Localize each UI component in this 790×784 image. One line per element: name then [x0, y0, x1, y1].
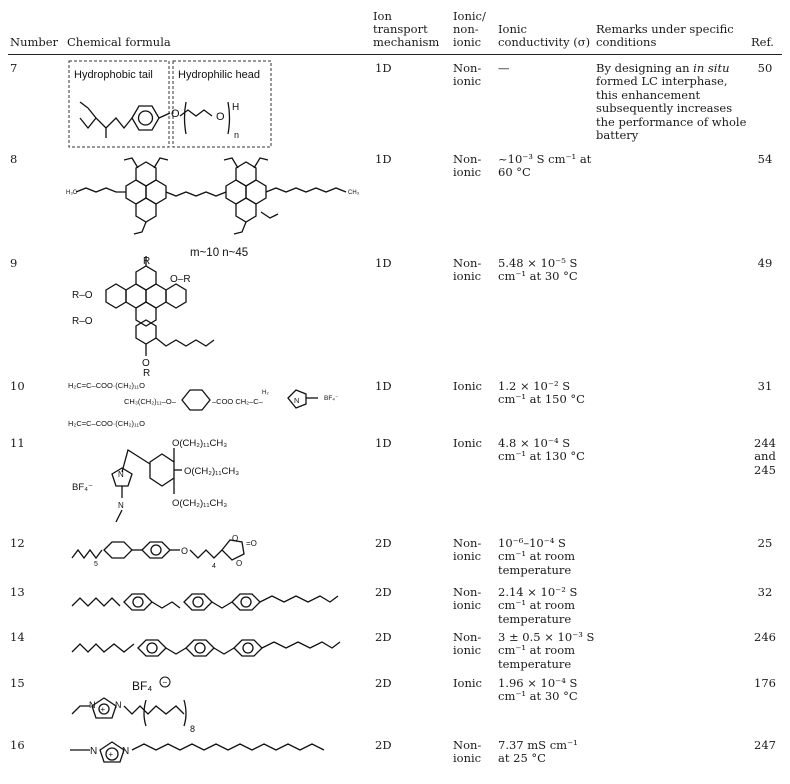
row-ionic: Non- ionic: [453, 152, 482, 180]
svg-text:O–R: O–R: [170, 274, 191, 285]
structure-row-11: [66, 434, 286, 532]
row-conductivity: 3 ± 0.5 × 10⁻³ S cm⁻¹ at room temperature: [498, 630, 595, 671]
svg-text:4: 4: [212, 563, 216, 570]
svg-text:N: N: [122, 746, 130, 757]
row-ionic: Non- ionic: [453, 61, 482, 89]
row-ionic: Non- ionic: [453, 256, 482, 284]
svg-text:R: R: [143, 256, 151, 267]
svg-text:n: n: [234, 130, 240, 140]
svg-text:−: −: [162, 678, 168, 687]
mn-label: m~10 n~45: [190, 247, 249, 259]
row-mechanism: 1D: [375, 152, 392, 166]
row-ref: 31: [757, 379, 773, 393]
svg-text:O: O: [232, 534, 239, 543]
svg-text:O: O: [216, 111, 225, 123]
header-rule: [8, 54, 782, 55]
row-mechanism: 2D: [375, 630, 392, 644]
header-formula: Chemical formula: [67, 35, 171, 49]
row-remarks: By designing an in situ formed LC interphase, this enhancement subsequently increases the performance of whole battery: [596, 61, 747, 143]
row-ref: 244 and 245: [754, 436, 776, 477]
row-mechanism: 1D: [375, 256, 392, 270]
row-conductivity: —: [498, 61, 510, 75]
structure-row-9: [66, 254, 246, 378]
header-ref: Ref.: [751, 35, 774, 49]
header-ionic: Ionic/ non- ionic: [453, 9, 486, 49]
row-conductivity: 5.48 × 10⁻⁵ S cm⁻¹ at 30 °C: [498, 256, 578, 284]
row-mechanism: 1D: [375, 61, 392, 75]
row-conductivity: 4.8 × 10⁻⁴ S cm⁻¹ at 130 °C: [498, 436, 585, 464]
row-mechanism: 1D: [375, 379, 392, 393]
svg-text:O(CH₂)₁₁CH₃: O(CH₂)₁₁CH₃: [184, 466, 240, 477]
svg-text:N: N: [118, 501, 124, 510]
row-number: 8: [10, 152, 18, 166]
row-ref: 54: [757, 152, 773, 166]
row-number: 16: [10, 738, 25, 752]
row-ionic: Ionic: [453, 379, 482, 393]
svg-text:N: N: [89, 700, 96, 710]
row-number: 13: [10, 585, 25, 599]
row-ref: 25: [757, 536, 773, 550]
svg-text:–COO CH₂–C–: –COO CH₂–C–: [212, 397, 263, 406]
row-ref: 247: [754, 738, 776, 752]
svg-text:R–O: R–O: [72, 290, 93, 301]
svg-text:R–O: R–O: [72, 316, 93, 327]
row-conductivity: ~10⁻³ S cm⁻¹ at 60 °C: [498, 152, 592, 180]
svg-text:+: +: [108, 750, 114, 759]
row-ionic: Non- ionic: [453, 630, 482, 658]
row-ionic: Non- ionic: [453, 585, 482, 613]
svg-text:BF₄⁻: BF₄⁻: [324, 395, 339, 402]
row-mechanism: 2D: [375, 676, 392, 690]
svg-text:H₂C=C–COO·(CH₂)₁₁O: H₂C=C–COO·(CH₂)₁₁O: [68, 419, 145, 428]
row-ionic: Ionic: [453, 436, 482, 450]
header-number: Number: [10, 35, 59, 49]
row-ionic: Non- ionic: [453, 536, 482, 564]
svg-text:=O: =O: [246, 539, 257, 548]
row-conductivity: 7.37 mS cm⁻¹ at 25 °C: [498, 738, 578, 766]
row-conductivity: 1.96 × 10⁻⁴ S cm⁻¹ at 30 °C: [498, 676, 578, 704]
svg-text:H₃C: H₃C: [66, 190, 78, 196]
svg-text:N: N: [90, 746, 98, 757]
svg-text:R: R: [143, 368, 151, 378]
svg-text:N: N: [118, 470, 124, 479]
structure-row-10: [66, 376, 366, 438]
svg-text:BF₄: BF₄: [132, 679, 153, 693]
row-mechanism: 2D: [375, 536, 392, 550]
row-ref: 32: [757, 585, 773, 599]
row-conductivity: 10⁻⁶–10⁻⁴ S cm⁻¹ at room temperature: [498, 536, 576, 577]
row-ref: 176: [754, 676, 776, 690]
row-number: 12: [10, 536, 25, 550]
svg-text:BF₄⁻: BF₄⁻: [72, 482, 94, 493]
header-remarks: Remarks under specific conditions: [596, 22, 734, 49]
svg-text:5: 5: [94, 561, 98, 568]
row-ref: 49: [757, 256, 773, 270]
structure-row-16: [66, 734, 336, 774]
svg-text:O: O: [236, 559, 243, 568]
row-number: 15: [10, 676, 25, 690]
row-conductivity: 1.2 × 10⁻² S cm⁻¹ at 150 °C: [498, 379, 585, 407]
row-number: 7: [10, 61, 18, 75]
svg-text:CH₃: CH₃: [348, 190, 360, 196]
structure-row-7: [66, 58, 276, 150]
row-conductivity: 2.14 × 10⁻² S cm⁻¹ at room temperature: [498, 585, 578, 626]
svg-text:O: O: [171, 108, 180, 120]
row-ionic: Ionic: [453, 676, 482, 690]
svg-text:O(CH₂)₁₁CH₃: O(CH₂)₁₁CH₃: [172, 498, 228, 509]
head-label: Hydrophilic head: [178, 69, 260, 81]
svg-text:8: 8: [190, 724, 196, 734]
svg-text:O: O: [142, 358, 150, 369]
row-ref: 246: [754, 630, 776, 644]
svg-text:O(CH₂)₁₁CH₃: O(CH₂)₁₁CH₃: [172, 438, 228, 449]
structure-row-14: [66, 630, 356, 670]
svg-text:H₂: H₂: [262, 390, 269, 396]
row-ionic: Non- ionic: [453, 738, 482, 766]
structure-row-12: [66, 532, 296, 572]
header-mechanism: Ion transport mechanism: [373, 9, 440, 49]
row-number: 10: [10, 379, 25, 393]
row-mechanism: 2D: [375, 738, 392, 752]
row-mechanism: 1D: [375, 436, 392, 450]
row-number: 9: [10, 256, 18, 270]
svg-text:CH₃(CH₂)₁₁–O–: CH₃(CH₂)₁₁–O–: [124, 397, 176, 406]
row-number: 14: [10, 630, 25, 644]
svg-text:+: +: [100, 705, 106, 714]
svg-text:H₂C=C–COO·(CH₂)₁₁O: H₂C=C–COO·(CH₂)₁₁O: [68, 381, 145, 390]
header-conductivity: Ionic conductivity (σ): [498, 22, 591, 49]
structure-row-15: [66, 676, 266, 736]
svg-text:H: H: [232, 102, 240, 113]
row-mechanism: 2D: [375, 585, 392, 599]
tail-label: Hydrophobic tail: [74, 69, 153, 81]
row-number: 11: [10, 436, 25, 450]
structure-row-8: [66, 150, 366, 260]
svg-text:O: O: [181, 546, 189, 556]
svg-text:N: N: [294, 396, 300, 405]
structure-row-13: [66, 584, 356, 624]
svg-text:N: N: [115, 700, 122, 710]
row-ref: 50: [757, 61, 773, 75]
